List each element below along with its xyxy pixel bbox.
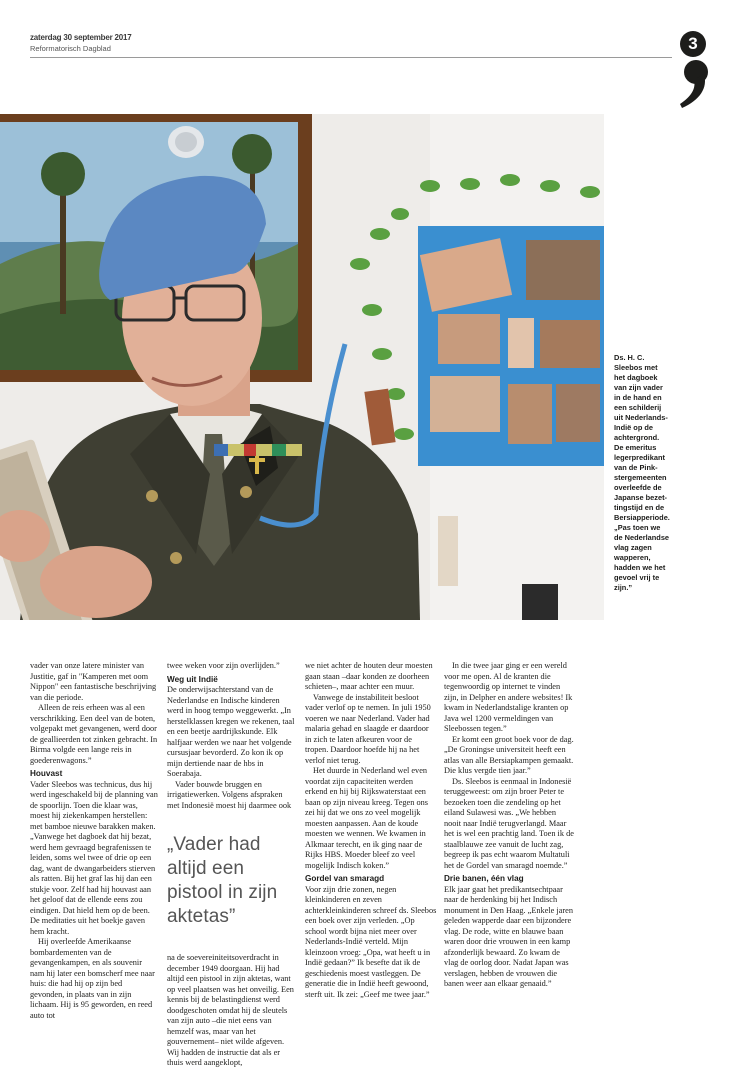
subheading-houvast: Houvast [30, 769, 63, 778]
comma-logo-icon [674, 58, 714, 110]
header-rule [30, 57, 672, 58]
paragraph: we niet achter de houten deur moesten gaan staan –daar konden ze doorheen schieten–, maar achter een muur. [305, 661, 433, 691]
caption-line: de Nederlandse [614, 533, 670, 542]
paragraph: Vader bouwde bruggen en irrigatiewerken. Volgens afspraken met Indonesië moest hij daarmee ook [167, 779, 292, 810]
caption-line: tingstijd en de [614, 503, 665, 512]
caption-line: zijn.” [614, 583, 633, 592]
caption-line: van zijn vader [614, 383, 663, 392]
caption-line: De emeritus [614, 443, 657, 452]
caption-line: het dagboek [614, 373, 658, 382]
caption-line: vlag zagen [614, 543, 652, 552]
newspaper-name: Reformatorisch Dagblad [30, 44, 111, 53]
caption-line: wapperen, [614, 553, 651, 562]
photo-caption [614, 353, 710, 593]
caption-line: stergemeenten [614, 473, 667, 482]
article-column-1 [30, 661, 158, 1021]
issue-date: zaterdag 30 september 2017 [30, 33, 132, 42]
paragraph: Vanwege de instabiliteit besloot vader verlof op te nemen. In juli 1950 voeren we naar Nederland. Vader had malaria gehad en slaagde er daardoor in zich te laten afkeuren voor de tropen. Daardoor hoefde hij na het verlof niet terug. [305, 692, 431, 765]
article-column-3 [305, 661, 437, 1000]
article-column-4 [444, 661, 574, 990]
subheading-gordel-van-smaragd: Gordel van smaragd [305, 874, 385, 883]
paragraph: Het duurde in Nederland wel even voordat zijn capaciteiten werden erkend en hij bij Rijkswaterstaat een baan op zijn niveau kreeg. Tegen ons zei hij dat we ons zo veel mogelijk moesten aanpassen. Aan de koude moesten we wennen. We kwamen in Alkmaar terecht, en ik ging naar de Rijks HBS. Moeder bleef zo veel mogelijk Indisch koken.” [305, 766, 428, 870]
paragraph: Voor zijn drie zonen, negen kleinkinderen en zeven achterkleinkinderen schreef ds. Sleebos een boek over zijn verleden. „Op school wordt bijna niet meer over Nederlands-Indië verteld. Mijn kleinzoon vroeg: „Opa, wat heeft u in Indië gedaan?” Ik besefte dat ik de geschiedenis moest vastleggen. De generatie die in Indië heeft gewoond, sterft uit. Ik zei: „Geef me twee jaar.” [305, 884, 437, 999]
caption-line: hadden we het [614, 563, 666, 572]
paragraph: Vader Sleebos was technicus, dus hij werd ingeschakeld bij de planning van de spoorlijn. Toen die klaar was, moest hij ziekenkampen herstellen: met bamboe nieuwe barakken maken. „Vanwege het dagboek dat hij bezat, werd hem gevraagd begrafenissen te leiden, soms wel twee of drie op een dag, want de dwangarbeiders stierven als ratten. Bij het graf las hij dan een stukje voor. Zelf had hij houvast aan het geloof dat de ellende eens zou eindigen. Dat hield hem op de been. De meditaties uit het boekje gaven hem kracht. [30, 779, 158, 936]
paragraph: Er komt een groot boek voor de dag. „De Groningse universiteit heeft een atlas van alle Bersiapkampen gemaakt. Die klus vergde tien jaar.” [444, 734, 574, 775]
caption-line: legerpredikant [614, 453, 665, 462]
caption-line: achtergrond. [614, 433, 660, 442]
caption-line: Sleebos met [614, 363, 658, 372]
subheading-weg-uit-indie: Weg uit Indië [167, 674, 218, 684]
caption-line: een schilderij [614, 403, 662, 412]
portrait-photo [0, 114, 604, 620]
caption-line: overleefde de [614, 483, 662, 492]
subheading-drie-banen: Drie banen, één vlag [444, 874, 524, 883]
paragraph: In die twee jaar ging er een wereld voor me open. Al de kranten die tegenwoordig op internet te vinden zijn, in Delpher en andere websites! Ik kwam in Nederlandstalige kranten op Java wel 1200 vermeldingen van Sleebossen tegen.” [444, 661, 573, 733]
caption-line: van de Pink- [614, 463, 658, 472]
paragraph: Elk jaar gaat het predikantsechtpaar naar de herdenking bij het Indisch monument in Den Haag. „Enkele jaren geleden wapperde daar een bijzondere vlag. De rode, witte en blauwe baan waren door drie vrouwen in een kamp afzonderlijk bewaard. Zo kwam de vlag de oorlog door. Nadat Japan was verslagen, hebben de vrouwen die banen weer aan elkaar genaaid.” [444, 884, 574, 988]
caption-line: gevoel vrij te [614, 573, 660, 582]
caption-line: uit Nederlands- [614, 413, 668, 422]
caption-line: Japanse bezet- [614, 493, 667, 502]
caption-line: Indië op de [614, 423, 654, 432]
paragraph: Hij overleefde Amerikaanse bombardementen van de gevangenkampen, en als souvenir nam hij later een bomscherf mee naar huis: die had hij op zijn bed gevonden, in plaats van in zijn lichaam. Hij is 95 geworden, en reed auto tot [30, 937, 155, 1020]
caption-line: Ds. H. C. [614, 353, 645, 362]
caption-line: Bersiapperiode. [614, 513, 670, 522]
page-number-badge: 3 [680, 31, 706, 57]
paragraph: twee weken voor zijn overlijden.” [167, 661, 280, 670]
paragraph: Alleen de reis erheen was al een verschrikking. Een deel van de boten, volgepakt met gevangenen, werd door de geallieerden tot zinken gebracht. In Birma volgde een lange reis in goederenwagons.” [30, 703, 158, 765]
pull-quote: „Vader had altijd een pistool in zijn aktetas” [167, 834, 278, 927]
paragraph: vader van onze latere minister van Justitie, gaf in "Kamperen met oom Nippon" een fantastische beschrijving van die periode. [30, 661, 157, 702]
paragraph: na de soevereiniteitsoverdracht in december 1949 doorgaan. Hij had altijd een pistool in zijn aktetas, want op veel plaatsen was het onveilig. Een kennis bij de belastingdienst werd doodgeschoten omdat hij de sleutels van zijn auto –die niet eens van hemzelf was, maar van het gouvernement– niet wilde afgeven. Wij hadden de instructie dat als er thuis werd aangeklopt, [167, 953, 294, 1067]
paragraph: Ds. Sleebos is eenmaal in Indonesië teruggeweest: om zijn broer Peter te bezoeken toen die zendeling op het eiland Sulawesi was. „We hebben nooit naar Indië terugverlangd. Maar het is wel een prachtig land. Toen ik de staalblauwe zee vanuit de lucht zag, begreep ik pas echt waarom Multatuli het de Gordel van smaragd noemde.” [444, 776, 574, 870]
caption-line: in de hand en [614, 393, 662, 402]
caption-line: „Pas toen we [614, 523, 661, 532]
paragraph: De onderwijsachterstand van de Nederlandse en Indische kinderen werd in hoog tempo weggewerkt. „In herstelklassen kregen we rekenen, taal en een beetje aardrijkskunde. Elk halfjaar werden we naar het volgende cursusjaar bevorderd. Zo kon ik op mijn dertiende naar de hbs in Soerabaja. [167, 685, 295, 778]
article-column-2 [167, 661, 297, 1068]
